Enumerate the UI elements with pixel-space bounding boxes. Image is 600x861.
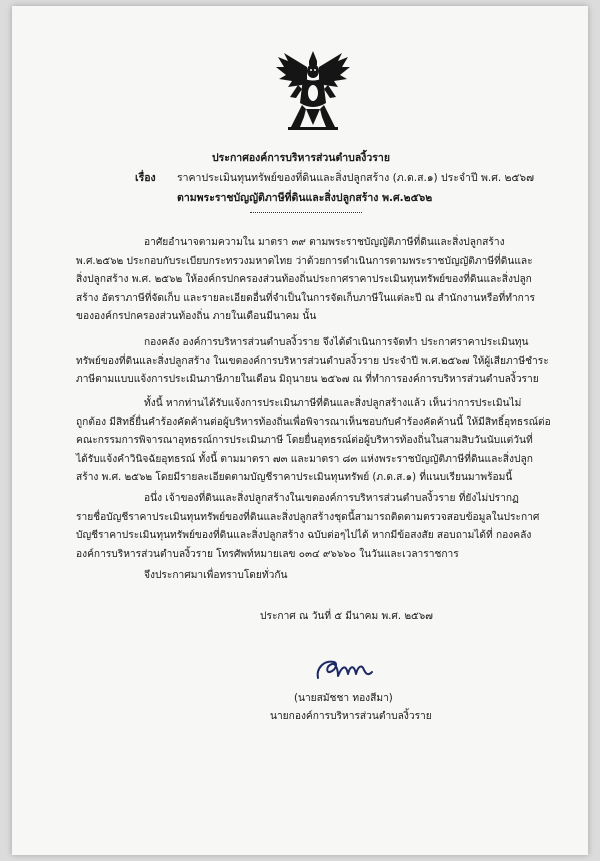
paragraph-line: ขององค์กรปกครองส่วนท้องถิ่น ภายในเดือนมีนาคม นั้น [76, 311, 317, 322]
paragraph-line: สร้าง พ.ศ. ๒๕๖๒ โดยมีรายละเอียดตามบัญชีราคาประเมินทุนทรัพย์ (ภ.ด.ส.๑) ที่แนบเรียนมาพร้อมนี้ [76, 472, 513, 483]
handwritten-signature [314, 654, 374, 686]
subject-text: ราคาประเมินทุนทรัพย์ของที่ดินและสิ่งปลูกสร้าง (ภ.ด.ส.๑) ประจำปี พ.ศ. ๒๕๖๗ [177, 172, 534, 184]
paragraph-line: อาศัยอำนาจตามความใน มาตรา ๓๙ ตามพระราชบัญญัติภาษีที่ดินและสิ่งปลูกสร้าง [144, 237, 505, 248]
paragraph-line: อนึ่ง เจ้าของที่ดินและสิ่งปลูกสร้างในเขตองค์การบริหารส่วนตำบลงิ้วราย ที่ยังไม่ปรากฏ [144, 493, 519, 504]
paragraph-line: สิ่งปลูกสร้าง พ.ศ. ๒๕๖๒ ให้องค์กรปกครองส่วนท้องถิ่นประกาศราคาประเมินทุนทรัพย์ของที่ดินและสิ่งปลูก [76, 274, 532, 285]
subject-label: เรื่อง [135, 172, 156, 184]
paragraph-line: พ.ศ.๒๕๖๒ ประกอบกับระเบียบกระทรวงมหาดไทย ว่าด้วยการดำเนินการตามพระราชบัญญัติภาษีที่ดินและ [76, 255, 533, 267]
paragraph-1 [76, 234, 535, 327]
date-line: ประกาศ ณ วันที่ ๕ มีนาคม พ.ศ. ๒๕๖๗ [260, 611, 433, 622]
closing-statement: จึงประกาศมาเพื่อทราบโดยทั่วกัน [144, 570, 288, 581]
document-page [12, 6, 588, 855]
header-divider [250, 211, 362, 213]
paragraph-line: ทรัพย์ของที่ดินและสิ่งปลูกสร้าง ในเขตองค์การบริหารส่วนตำบลงิ้วราย ประจำปี พ.ศ.๒๕๖๗ ให้ผู้เสียภาษีชำระ [76, 355, 549, 367]
paragraph-line: ทั้งนี้ หากท่านได้รับแจ้งการประเมินภาษีที่ดินและสิ่งปลูกสร้างแล้ว เห็นว่าการประเมินไม่ [144, 398, 522, 409]
paragraph-line: ภาษีตามแบบแจ้งการประเมินภาษีภายในเดือน มิถุนายน ๒๕๖๗ ณ ที่ทำการองค์การบริหารส่วนตำบลงิ้วราย [76, 374, 539, 385]
paragraph-line: สร้าง อัตราภาษีที่จัดเก็บ และรายละเอียดอื่นที่จำเป็นในการจัดเก็บภาษีในแต่ละปี ณ สำนักงานหรือที่ทำการ [76, 292, 536, 304]
paragraph-line: บัญชีราคาประเมินทุนทรัพย์ของที่ดินและสิ่งปลูกสร้าง ฉบับต่อๆไปได้ หากมีข้อสงสัย สอบถามได้ที่ กองคลัง [76, 530, 532, 541]
paragraph-line: ได้รับแจ้งคำวินิจฉัยอุทธรณ์ ทั้งนี้ ตามมาตรา ๗๓ และมาตรา ๘๓ แห่งพระราชบัญญัติภาษีที่ดินและสิ่งปลูก [76, 453, 533, 465]
paragraph-4 [76, 490, 539, 564]
paragraph-line: รายชื่อบัญชีราคาประเมินทุนทรัพย์ของที่ดินและสิ่งปลูกสร้างชุดนี้สามารถติดตามตรวจสอบข้อมูลในประกาศ [76, 511, 540, 523]
paragraph-line: ถูกต้อง มีสิทธิ์ยื่นคำร้องคัดค้านต่อผู้บริหารท้องถิ่นเพื่อพิจารณาเห็นชอบกับคำร้องคัดค้านนี้ ให้มีสิทธิ์อุทธรณ์ต่อ [76, 416, 551, 428]
legal-basis: ตามพระราชบัญญัติภาษีที่ดินและสิ่งปลูกสร้าง พ.ศ.๒๕๖๒ [177, 192, 433, 204]
garuda-emblem [276, 51, 350, 131]
paragraph-line: กองคลัง องค์การบริหารส่วนตำบลงิ้วราย จึงได้ดำเนินการจัดทำ ประกาศราคาประเมินทุน [144, 337, 529, 348]
paragraph-line: องค์การบริหารส่วนตำบลงิ้วราย โทรศัพท์หมายเลข ๐๓๔ ๙๖๖๖๐ ในวันและเวลาราชการ [76, 548, 459, 560]
paragraph-2 [76, 334, 549, 390]
paragraph-line: คณะกรรมการพิจารณาอุทธรณ์การประเมินภาษี โดยยื่นอุทธรณ์ต่อผู้บริหารท้องถิ่นในสามสิบวันนับแต่วันที่ [76, 435, 533, 446]
signer-position: นายกองค์การบริหารส่วนตำบลงิ้วราย [270, 711, 432, 722]
paragraph-3 [76, 395, 551, 488]
signer-name: (นายสมัชชา ทองสีมา) [294, 693, 393, 704]
announcement-title: ประกาศองค์การบริหารส่วนตำบลงิ้วราย [212, 152, 390, 164]
